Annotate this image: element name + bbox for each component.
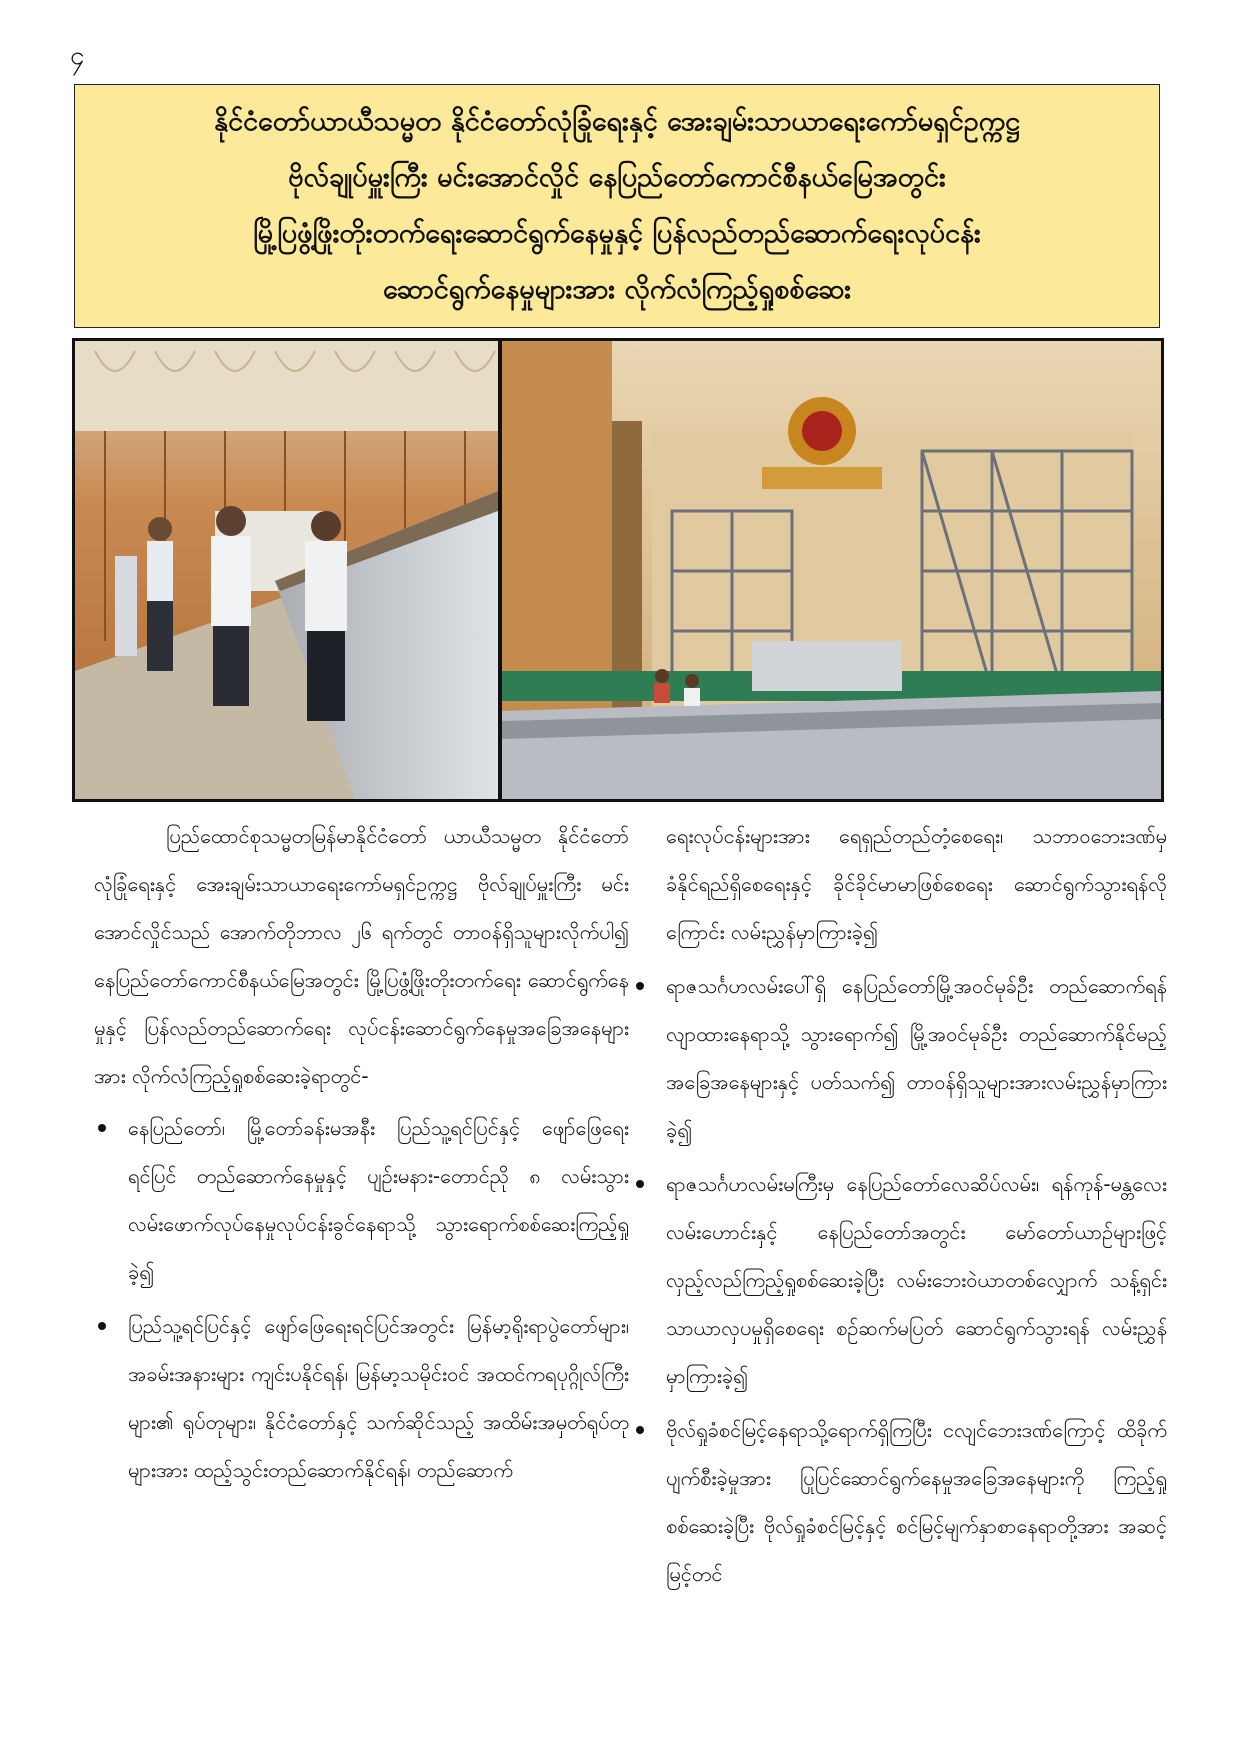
continuation-paragraph: ရေးလုပ်ငန်းများအား ရေရှည်တည်တံ့စေရေး၊ သဘာဝဘေးဒဏ်မှ ခံနိုင်ရည်ရှိစေရေးနှင့် ခိုင်ခိုင်မာမာဖြစ်စေရေး ဆောင်ရွက်သွားရန်လိုကြောင်း လမ်းညွှန်မှာကြားခဲ့၍ xyxy=(666,824,1167,944)
photo-stage-reconstruction xyxy=(502,341,1161,799)
bullet-icon xyxy=(636,1426,644,1434)
right-column xyxy=(632,812,1167,1604)
list-item-text: ဗိုလ်ရှုခံစင်မြင့်နေရာသို့ရောက်ရှိကြပြီး ငလျင်ဘေးဒဏ်ကြောင့် ထိခိုက်ပျက်စီးခဲ့မှုအား ပြုပြင်ဆောင်ရွက်နေမှုအခြေအနေများကို ကြည့်ရှုစစ်ဆေးခဲ့ပြီး ဗိုလ်ရှုခံစင်မြင့်နှင့် စင်မြင့်မျက်နှာစာနေရာတို့အား အဆင့်မြင့်တင် xyxy=(666,1418,1167,1586)
headline-line: နိုင်ငံတော်ယာယီသမ္မတ နိုင်ငံတော်လုံခြုံရေးနှင့် အေးချမ်းသာယာရေးကော်မရှင်ဥက္ကဋ္ဌ xyxy=(214,106,1020,137)
bullet-icon xyxy=(636,1180,644,1188)
right-bullet-list xyxy=(632,962,1167,1598)
bullet-icon xyxy=(636,982,644,990)
page-number: ၄ xyxy=(70,41,85,71)
list-item-text: ပြည်သူ့ရင်ပြင်နှင့် ဖျော်ဖြေရေးရင်ပြင်အတွင်း မြန်မာ့ရိုးရာပွဲတော်များ၊ အခမ်းအနားများ ကျင်းပနိုင်ရန်၊ မြန်မာ့သမိုင်းဝင် အထင်ကရပုဂ္ဂိုလ်ကြီးများ၏ ရုပ်တုများ၊ နိုင်ငံတော်နှင့် သက်ဆိုင်သည့် အထိမ်းအမှတ်ရုပ်တုများအား ထည့်သွင်းတည်ဆောက်နိုင်ရန်၊ တည်ဆောက် xyxy=(128,1314,629,1482)
left-column xyxy=(94,812,629,1500)
photo-hall-inspection xyxy=(75,341,498,799)
list-item xyxy=(632,1160,1167,1400)
bullet-icon xyxy=(98,1322,106,1330)
bullet-icon xyxy=(98,1124,106,1132)
list-item xyxy=(632,962,1167,1154)
list-item-text: နေပြည်တော်၊ မြို့တော်ခန်းမအနီး ပြည်သူ့ရင်ပြင်နှင့် ဖျော်ဖြေရေးရင်ပြင် တည်ဆောက်နေမှုနှင့် ပျဉ်းမနား-တောင်ညို ၈ လမ်းသွား လမ်းဖောက်လုပ်နေမှုလုပ်ငန်းခွင်နေရာသို့ သွားရောက်စစ်ဆေးကြည့်ရှုခဲ့၍ xyxy=(128,1116,629,1284)
headline-box xyxy=(74,84,1160,328)
photo-frame xyxy=(72,338,1164,802)
list-item xyxy=(632,1406,1167,1598)
headline-line: ဆောင်ရွက်နေမှုများအား လိုက်လံကြည့်ရှုစစ်ဆေး xyxy=(382,274,852,305)
list-item xyxy=(94,1104,629,1296)
intro-paragraph: ပြည်ထောင်စုသမ္မတမြန်မာနိုင်ငံတော် ယာယီသမ္မတ နိုင်ငံတော်လုံခြုံရေးနှင့် အေးချမ်းသာယာရေးကော်မရှင်ဥက္ကဋ္ဌ ဗိုလ်ချုပ်မှူးကြီး မင်းအောင်လှိုင်သည် အောက်တိုဘာလ ၂၆ ရက်တွင် တာဝန်ရှိသူများလိုက်ပါ၍ နေပြည်တော်ကောင်စီနယ်မြေအတွင်း မြို့ပြဖွံ့ဖြိုးတိုးတက်ရေး ဆောင်ရွက်နေမှုနှင့် ပြန်လည်တည်ဆောက်ရေး လုပ်ငန်းဆောင်ရွက်နေမှုအခြေအနေများအား လိုက်လံကြည့်ရှုစစ်ဆေးခဲ့ရာတွင်- xyxy=(94,824,629,1088)
headline-line: မြို့ပြဖွံ့ဖြိုးတိုးတက်ရေးဆောင်ရွက်နေမှုနှင့် ပြန်လည်တည်ဆောက်ရေးလုပ်ငန်း xyxy=(253,218,981,249)
list-item-text: ရာဇသင်္ဂဟလမ်းမကြီးမှ နေပြည်တော်လေဆိပ်လမ်း၊ ရန်ကုန်-မန္တလေးလမ်းဟောင်းနှင့် နေပြည်တော်အတွင်း မော်တော်ယာဉ်များဖြင့် လှည့်လည်ကြည့်ရှုစစ်ဆေးခဲ့ပြီး လမ်းဘေးဝဲယာတစ်လျှောက် သန့်ရှင်းသာယာလှပမှုရှိစေရေး စဉ်ဆက်မပြတ် ဆောင်ရွက်သွားရန် လမ်းညွှန်မှာကြားခဲ့၍ xyxy=(666,1172,1167,1388)
left-bullet-list xyxy=(94,1104,629,1494)
list-item-text: ရာဇသင်္ဂဟလမ်းပေါ်ရှိ နေပြည်တော်မြို့အဝင်မုခ်ဦး တည်ဆောက်ရန်လျာထားနေရာသို့ သွားရောက်၍ မြို့အဝင်မုခ်ဦး တည်ဆောက်နိုင်မည့် အခြေအနေများနှင့် ပတ်သက်၍ တာဝန်ရှိသူများအားလမ်းညွှန်မှာကြားခဲ့၍ xyxy=(666,974,1167,1142)
list-item xyxy=(94,1302,629,1494)
headline-line: ဗိုလ်ချုပ်မှူးကြီး မင်းအောင်လှိုင် နေပြည်တော်ကောင်စီနယ်မြေအတွင်း xyxy=(288,162,946,193)
